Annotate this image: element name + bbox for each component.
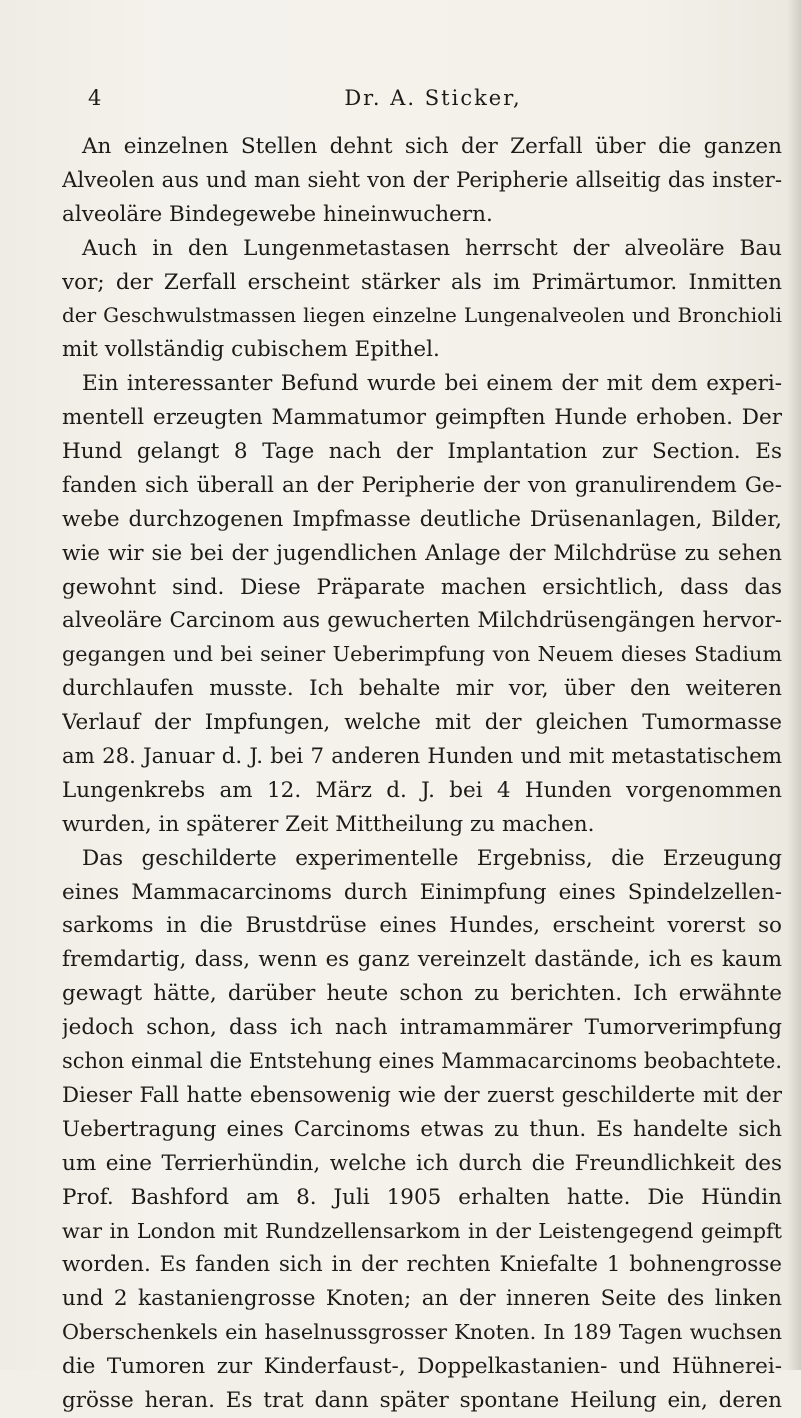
- text-line: fremdartig, dass, wenn es ganz vereinzelt dastände, ich es kaum: [62, 947, 782, 973]
- text-line: Alveolen aus und man sieht von der Peripherie allseitig das inster-: [62, 167, 782, 193]
- body-text: [62, 130, 782, 1418]
- text-line: Dieser Fall hatte ebensowenig wie der zuerst geschilderte mit der: [62, 1082, 782, 1108]
- text-line: Verlauf der Impfungen, welche mit der gleichen Tumormasse: [62, 710, 782, 736]
- text-line: wurden, in späterer Zeit Mittheilung zu machen.: [62, 811, 595, 837]
- text-line: jedoch schon, dass ich nach intramammärer Tumorverimpfung: [62, 1015, 782, 1041]
- text-line: der Geschwulstmassen liegen einzelne Lungenalveolen und Bronchioli: [62, 303, 782, 328]
- text-line: Auch in den Lungenmetastasen herrscht der alveoläre Bau: [82, 235, 782, 261]
- page-header: [88, 86, 778, 116]
- text-line: worden. Es fanden sich in der rechten Kniefalte 1 bohnengrosse: [62, 1252, 782, 1278]
- text-line: mentell erzeugten Mammatumor geimpften Hunde erhoben. Der: [62, 405, 782, 431]
- text-line: Lungenkrebs am 12. März d. J. bei 4 Hunden vorgenommen: [62, 777, 782, 803]
- text-line: alveoläre Bindegewebe hineinwuchern.: [62, 201, 493, 227]
- text-line: An einzelnen Stellen dehnt sich der Zerfall über die ganzen: [82, 134, 782, 159]
- text-line: mit vollständig cubischem Epithel.: [62, 337, 440, 363]
- text-line: Das geschilderte experimentelle Ergebniss, die Erzeugung: [82, 845, 782, 871]
- text-line: um eine Terrierhündin, welche ich durch die Freundlichkeit des: [62, 1150, 782, 1176]
- text-line: gewagt hätte, darüber heute schon zu berichten. Ich erwähnte: [62, 981, 782, 1007]
- text-line: webe durchzogenen Impfmasse deutliche Drüsenanlagen, Bilder,: [62, 506, 782, 532]
- text-line: gewohnt sind. Diese Präparate machen ersichtlich, dass das: [62, 574, 782, 600]
- text-line: grösse heran. Es trat dann später spontane Heilung ein, deren: [62, 1387, 782, 1413]
- text-line: am 28. Januar d. J. bei 7 anderen Hunden und mit metastatischem: [62, 744, 782, 770]
- text-line: Ein interessanter Befund wurde bei einem der mit dem experi-: [82, 371, 782, 397]
- text-line: Uebertragung eines Carcinoms etwas zu thun. Es handelte sich: [62, 1116, 782, 1142]
- text-line: eines Mammacarcinoms durch Einimpfung eines Spindelzellen-: [62, 879, 782, 905]
- page-edge-shadow: [787, 0, 801, 1370]
- text-line: wie wir sie bei der jugendlichen Anlage der Milchdrüse zu sehen: [62, 540, 782, 566]
- text-line: schon einmal die Entstehung eines Mammacarcinoms beobachtete.: [62, 1049, 782, 1074]
- text-line: und 2 kastaniengrosse Knoten; an der inneren Seite des linken: [62, 1286, 782, 1312]
- text-line: fanden sich überall an der Peripherie der von granulirendem Ge-: [62, 472, 782, 498]
- text-line: Prof. Bashford am 8. Juli 1905 erhalten hatte. Die Hündin: [62, 1184, 782, 1210]
- text-line: die Tumoren zur Kinderfaust-, Doppelkastanien- und Hühnerei-: [62, 1354, 782, 1380]
- text-line: durchlaufen musste. Ich behalte mir vor, über den weiteren: [62, 676, 782, 702]
- text-line: Hund gelangt 8 Tage nach der Implantation zur Section. Es: [62, 439, 782, 465]
- running-head: Dr. A. Sticker,: [344, 86, 522, 110]
- text-line: vor; der Zerfall erscheint stärker als im Primärtumor. Inmitten: [62, 269, 782, 295]
- text-line: war in London mit Rundzellensarkom in der Leistengegend geimpft: [62, 1218, 782, 1243]
- text-line: Oberschenkels ein haselnussgrosser Knoten. In 189 Tagen wuchsen: [62, 1320, 782, 1345]
- text-line: alveoläre Carcinom aus gewucherten Milchdrüsengängen hervor-: [62, 608, 782, 634]
- text-line: sarkoms in die Brustdrüse eines Hundes, erscheint vorerst so: [62, 913, 782, 939]
- page-number: 4: [88, 86, 102, 110]
- text-line: gegangen und bei seiner Ueberimpfung von Neuem dieses Stadium: [62, 642, 782, 667]
